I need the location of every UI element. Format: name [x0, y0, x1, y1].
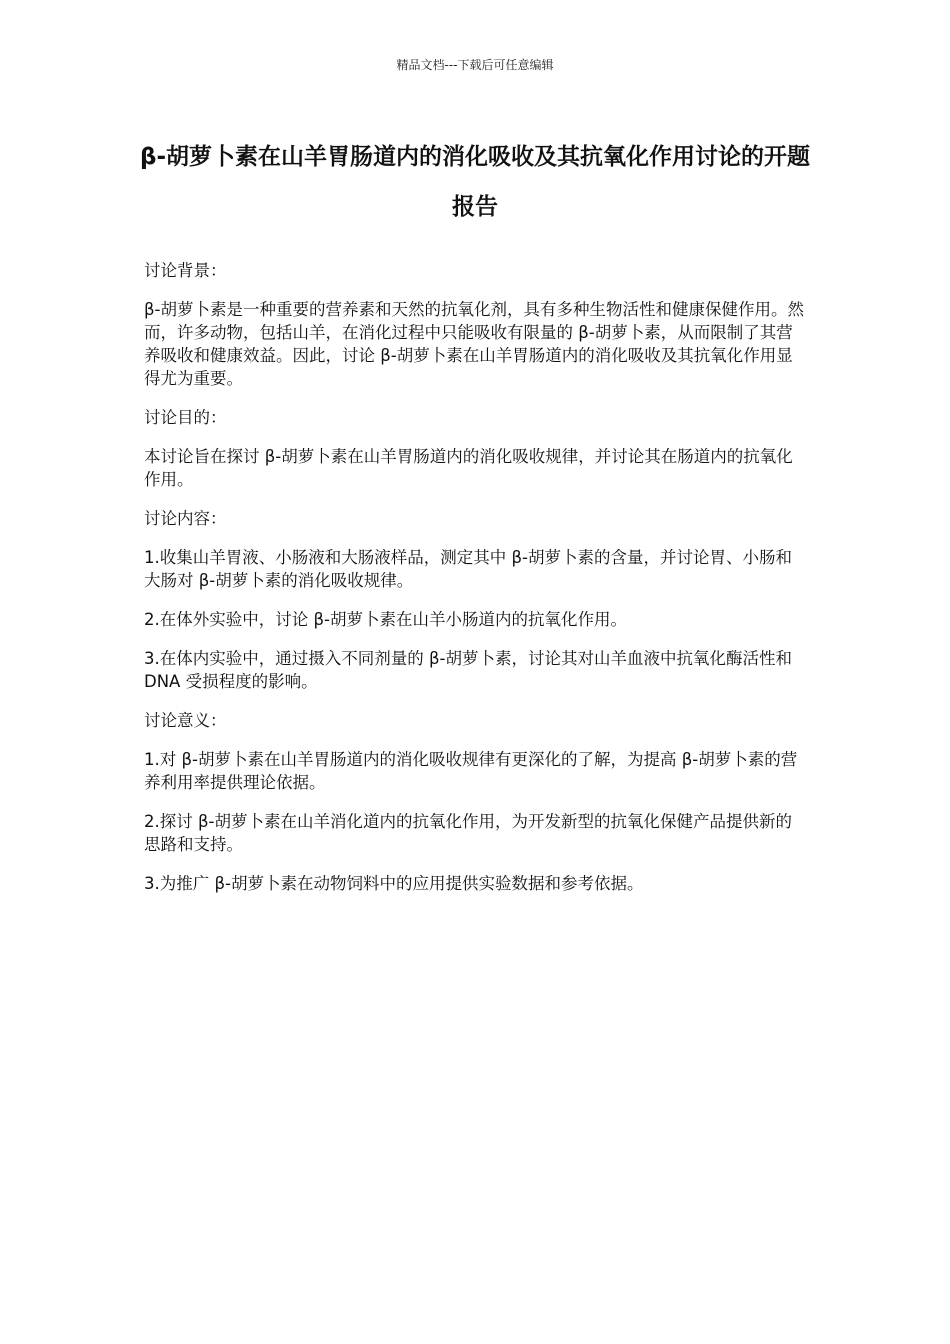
background-paragraph: β-胡萝卜素是一种重要的营养素和天然的抗氧化剂，具有多种生物活性和健康保健作用。然而，许多动物，包括山羊，在消化过程中只能吸收有限量的 β-胡萝卜素，从而限制了其营养吸收和健康效益。因此，讨论 β-胡萝卜素在山羊胃肠道内的消化吸收及其抗氧化作用显得尤为重要。: [144, 300, 804, 388]
page-header: 精品文档---下载后可任意编辑: [396, 58, 554, 72]
content-item: 1.收集山羊胃液、小肠液和大肠液样品，测定其中 β-胡萝卜素的含量，并讨论胃、小肠和大肠对 β-胡萝卜素的消化吸收规律。: [144, 548, 792, 590]
significance-item: 3.为推广 β-胡萝卜素在动物饲料中的应用提供实验数据和参考依据。: [144, 874, 644, 893]
significance-item: 1.对 β-胡萝卜素在山羊胃肠道内的消化吸收规律有更深化的了解，为提高 β-胡萝卜素的营养利用率提供理论依据。: [144, 750, 798, 792]
content-item: 3.在体内实验中，通过摄入不同剂量的 β-胡萝卜素，讨论其对山羊血液中抗氧化酶活性和 DNA 受损程度的影响。: [144, 649, 792, 691]
content-heading: 讨论内容：: [144, 509, 227, 528]
purpose-heading: 讨论目的：: [144, 408, 227, 427]
document-body: [144, 259, 804, 911]
content-item: 2.在体外实验中，讨论 β-胡萝卜素在山羊小肠道内的抗氧化作用。: [144, 610, 627, 629]
document-title: β-胡萝卜素在山羊胃肠道内的消化吸收及其抗氧化作用讨论的开题报告: [140, 144, 811, 220]
significance-item: 2.探讨 β-胡萝卜素在山羊消化道内的抗氧化作用，为开发新型的抗氧化保健产品提供新的思路和支持。: [144, 812, 792, 854]
purpose-paragraph: 本讨论旨在探讨 β-胡萝卜素在山羊胃肠道内的消化吸收规律，并讨论其在肠道内的抗氧化作用。: [144, 447, 793, 489]
significance-heading: 讨论意义：: [144, 711, 227, 730]
background-heading: 讨论背景：: [144, 261, 227, 280]
